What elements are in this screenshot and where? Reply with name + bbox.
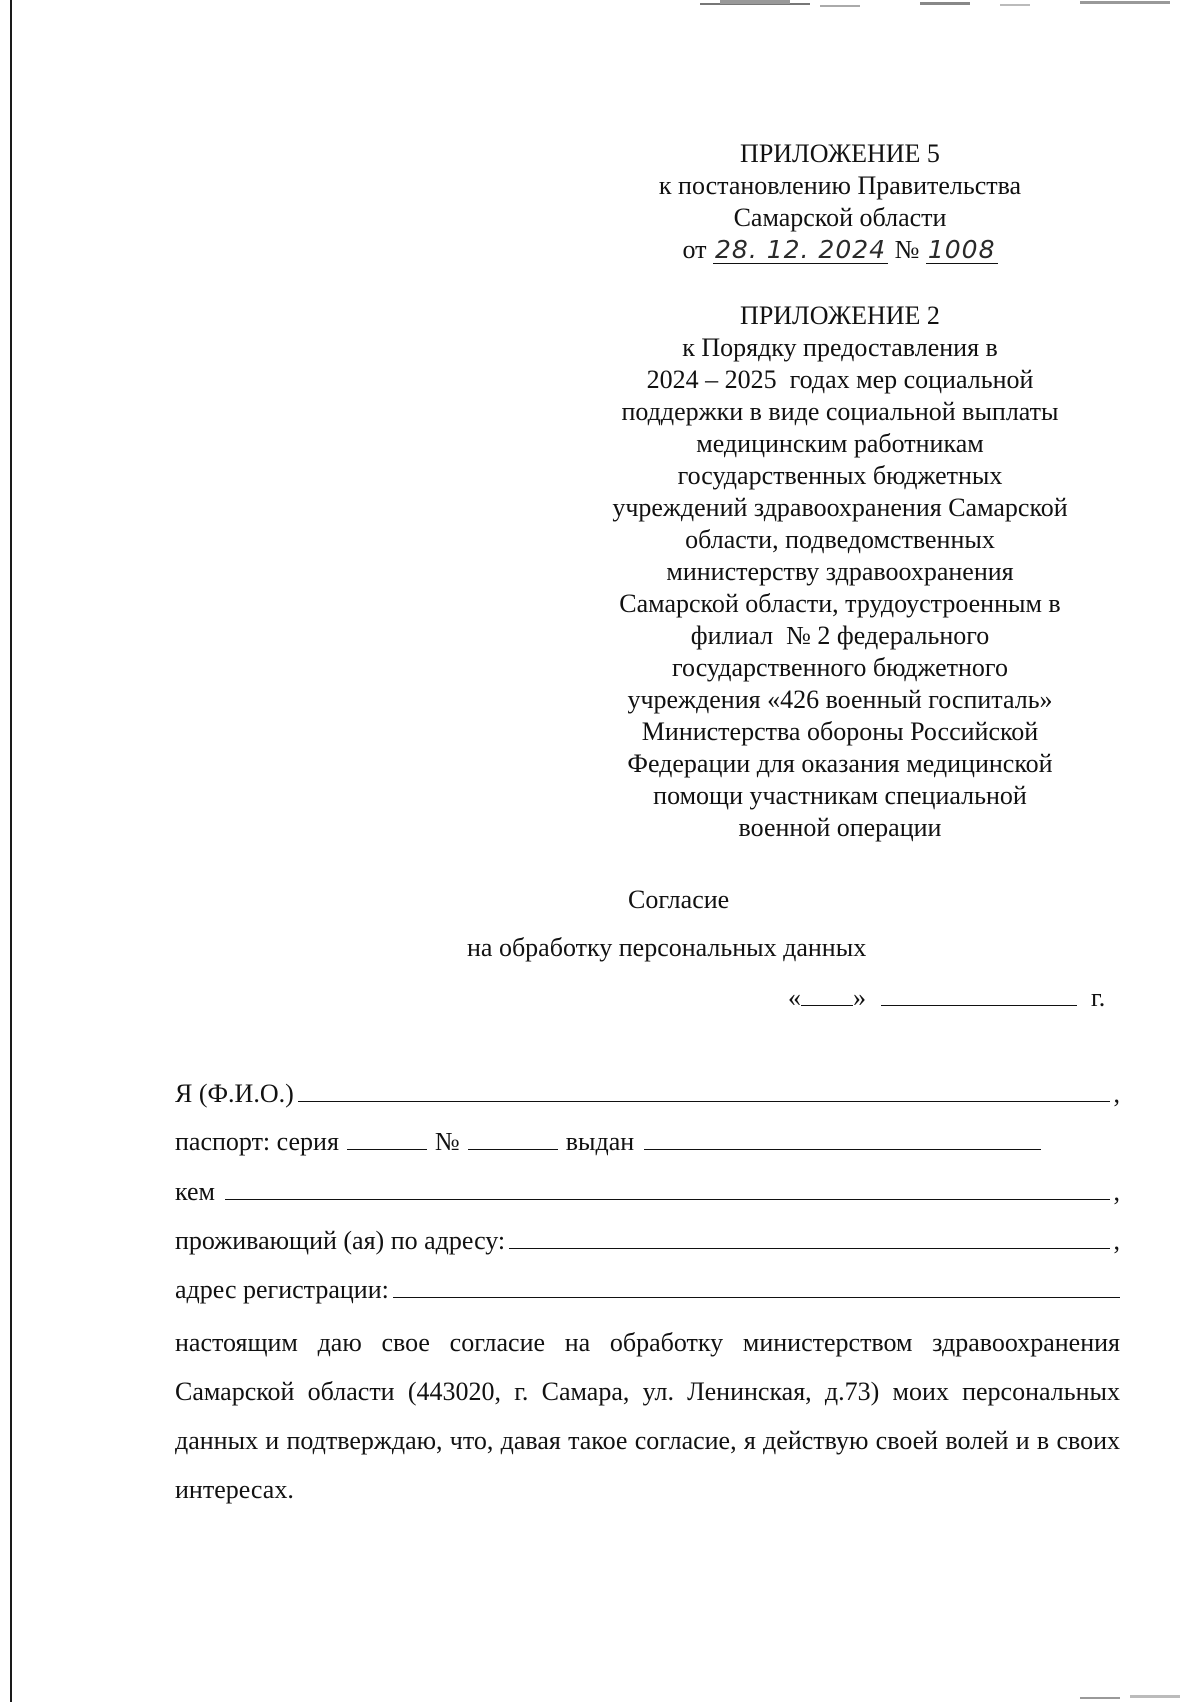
scan-noise-bottom <box>1080 1692 1190 1702</box>
appendix-2-line: поддержки в виде социальной выплаты <box>621 397 1059 426</box>
appendix-2-line: филиал № 2 федерального <box>690 621 990 650</box>
date-prefix: от <box>682 235 707 264</box>
appendix-2-line: военной операции <box>738 813 942 842</box>
passport-line <box>175 1126 1045 1158</box>
handwritten-date: 28. 12. 2024 <box>715 235 887 264</box>
address-line <box>175 1225 1120 1257</box>
appendix-2-heading: ПРИЛОЖЕНИЕ 2 <box>740 301 940 330</box>
document-subtitle: на обработку персональных данных <box>467 933 867 962</box>
appendix-2-line: Министерства обороны Российской <box>641 717 1039 746</box>
passport-label: паспорт: серия <box>175 1127 339 1156</box>
issued-by-comma: , <box>1113 1177 1120 1206</box>
handwritten-number: 1008 <box>927 235 996 264</box>
fio-label: Я (Ф.И.О.) <box>175 1079 294 1108</box>
address-comma: , <box>1113 1226 1120 1255</box>
appendix-2-line: к Порядку предоставления в <box>682 333 998 362</box>
passport-series-field[interactable] <box>347 1127 427 1150</box>
registration-field[interactable] <box>393 1275 1120 1298</box>
appendix-2-line: государственного бюджетного <box>672 653 1008 682</box>
appendix-2-line: учреждений здравоохранения Самарской <box>612 493 1068 522</box>
appendix-2-block <box>560 300 1120 844</box>
appendix-5-block <box>560 138 1120 266</box>
date-blank-line <box>788 982 1105 1014</box>
passport-issued-field[interactable] <box>644 1127 1041 1150</box>
address-label: проживающий (ая) по адресу: <box>175 1226 506 1255</box>
appendix-2-line: Федерации для оказания медицинской <box>627 749 1053 778</box>
appendix-2-line: министерству здравоохранения <box>666 557 1014 586</box>
passport-issued-label: выдан <box>565 1127 635 1156</box>
passport-number-field[interactable] <box>468 1127 558 1150</box>
appendix-2-line: учреждения «426 военный госпиталь» <box>627 685 1053 714</box>
registration-label: адрес регистрации: <box>175 1275 389 1304</box>
scan-page-edge <box>10 0 12 1702</box>
year-suffix: г. <box>1091 983 1106 1012</box>
issued-by-field[interactable] <box>225 1177 1110 1200</box>
document-title: Согласие <box>628 885 730 914</box>
appendix-5-heading: ПРИЛОЖЕНИЕ 5 <box>740 139 940 168</box>
open-quote: « <box>788 983 801 1012</box>
registration-line <box>175 1274 1120 1306</box>
appendix-2-line: Самарской области, трудоустроенным в <box>619 589 1061 618</box>
appendix-5-line-1: к постановлению Правительства <box>658 171 1022 200</box>
appendix-5-line-2: Самарской области <box>733 203 947 232</box>
consent-paragraph: настоящим даю свое согласие на обработку министерством здравоохранения Самарской области (443020, г. Самара, ул. Ленинская, д.73) моих персональных данных и подтверждаю, что, давая такое согласие, я действую своей волей и в своих интересах. <box>175 1328 1120 1504</box>
address-field[interactable] <box>509 1226 1109 1249</box>
day-field[interactable] <box>801 983 853 1006</box>
appendix-2-line: 2024 – 2025 годах мер социальной <box>646 365 1034 394</box>
scan-noise-top <box>700 0 1180 14</box>
fio-line <box>175 1078 1120 1110</box>
close-quote: » <box>853 983 866 1012</box>
number-sign: № <box>894 235 920 264</box>
month-field[interactable] <box>881 983 1077 1006</box>
fio-comma: , <box>1113 1079 1120 1108</box>
appendix-2-line: медицинским работникам <box>696 429 984 458</box>
appendix-5-date-line <box>682 234 997 266</box>
appendix-2-line: государственных бюджетных <box>677 461 1003 490</box>
appendix-2-line: помощи участникам специальной <box>653 781 1027 810</box>
appendix-2-line: области, подведомственных <box>685 525 995 554</box>
fio-field[interactable] <box>298 1079 1110 1102</box>
issued-by-line <box>175 1176 1120 1208</box>
passport-number-sign: № <box>434 1127 460 1156</box>
issued-by-label: кем <box>175 1177 215 1206</box>
